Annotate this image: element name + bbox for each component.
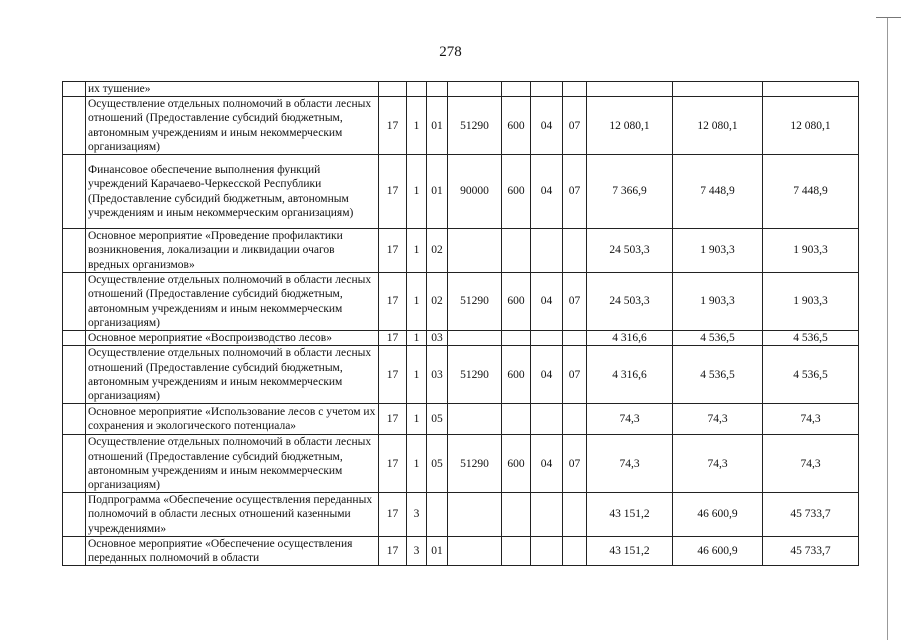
amount-cell: 43 151,2	[587, 536, 673, 565]
row-name-cell: Осуществление отдельных полномочий в области лесных отношений (Предоставление субсидий бюджетным, автономным учреждениям и иным некоммерческим организациям)	[86, 346, 379, 404]
amount-cell: 7 448,9	[763, 155, 859, 229]
code-cell: 17	[379, 331, 407, 346]
blank-cell	[63, 435, 86, 493]
table-row	[63, 435, 859, 493]
code-cell: 51290	[448, 273, 502, 331]
code-cell	[502, 493, 531, 537]
code-cell: 05	[427, 404, 448, 435]
row-name-cell: их тушение»	[86, 82, 379, 97]
code-cell	[563, 82, 587, 97]
code-cell: 02	[427, 229, 448, 273]
code-cell: 3	[407, 536, 427, 565]
code-cell: 51290	[448, 346, 502, 404]
code-cell: 07	[563, 97, 587, 155]
code-cell: 04	[531, 435, 563, 493]
code-cell	[563, 493, 587, 537]
amount-cell: 4 316,6	[587, 346, 673, 404]
code-cell	[379, 82, 407, 97]
amount-cell: 7 448,9	[673, 155, 763, 229]
code-cell: 07	[563, 155, 587, 229]
code-cell: 1	[407, 346, 427, 404]
code-cell	[448, 331, 502, 346]
code-cell: 17	[379, 435, 407, 493]
code-cell: 1	[407, 435, 427, 493]
code-cell: 600	[502, 346, 531, 404]
code-cell	[531, 331, 563, 346]
table-row	[63, 331, 859, 346]
amount-cell: 45 733,7	[763, 536, 859, 565]
code-cell: 17	[379, 229, 407, 273]
row-name-cell: Осуществление отдельных полномочий в области лесных отношений (Предоставление субсидий бюджетным, автономным учреждениям и иным некоммерческим организациям)	[86, 97, 379, 155]
table-body	[63, 82, 859, 566]
amount-cell: 45 733,7	[763, 493, 859, 537]
code-cell: 01	[427, 536, 448, 565]
code-cell: 07	[563, 346, 587, 404]
amount-cell: 24 503,3	[587, 273, 673, 331]
amount-cell: 7 366,9	[587, 155, 673, 229]
blank-cell	[63, 346, 86, 404]
code-cell: 04	[531, 273, 563, 331]
code-cell: 1	[407, 331, 427, 346]
code-cell: 600	[502, 155, 531, 229]
table-row	[63, 404, 859, 435]
code-cell	[448, 229, 502, 273]
table-row	[63, 155, 859, 229]
page-edge-line	[887, 18, 888, 640]
code-cell	[448, 82, 502, 97]
code-cell: 51290	[448, 435, 502, 493]
code-cell: 17	[379, 346, 407, 404]
amount-cell: 74,3	[673, 404, 763, 435]
code-cell	[531, 493, 563, 537]
code-cell: 1	[407, 97, 427, 155]
table-row	[63, 346, 859, 404]
code-cell: 17	[379, 273, 407, 331]
code-cell: 17	[379, 404, 407, 435]
page-number: 278	[439, 44, 462, 60]
row-name-cell: Основное мероприятие «Проведение профилактики возникновения, локализации и ликвидации очагов вредных организмов»	[86, 229, 379, 273]
code-cell: 04	[531, 346, 563, 404]
amount-cell: 74,3	[587, 435, 673, 493]
code-cell: 17	[379, 536, 407, 565]
row-name-cell: Финансовое обеспечение выполнения функций учреждений Карачаево-Черкесской Республики (Предоставление субсидий бюджетным, автономным учреждениям и иным некоммерческим организациям)	[86, 155, 379, 229]
code-cell	[502, 331, 531, 346]
code-cell: 02	[427, 273, 448, 331]
amount-cell: 1 903,3	[763, 229, 859, 273]
code-cell	[448, 493, 502, 537]
code-cell	[563, 331, 587, 346]
table-row	[63, 229, 859, 273]
amount-cell: 43 151,2	[587, 493, 673, 537]
amount-cell: 4 536,5	[673, 331, 763, 346]
blank-cell	[63, 82, 86, 97]
code-cell: 17	[379, 155, 407, 229]
blank-cell	[63, 404, 86, 435]
table-row	[63, 273, 859, 331]
code-cell: 03	[427, 346, 448, 404]
code-cell	[502, 536, 531, 565]
row-name-cell: Подпрограмма «Обеспечение осуществления переданных полномочий в области лесных отношений казенными учреждениями»	[86, 493, 379, 537]
amount-cell: 74,3	[587, 404, 673, 435]
code-cell	[531, 229, 563, 273]
code-cell: 90000	[448, 155, 502, 229]
code-cell	[502, 404, 531, 435]
amount-cell: 24 503,3	[587, 229, 673, 273]
code-cell: 01	[427, 97, 448, 155]
table-row	[63, 536, 859, 565]
budget-table	[62, 81, 859, 566]
amount-cell: 12 080,1	[587, 97, 673, 155]
amount-cell: 46 600,9	[673, 493, 763, 537]
amount-cell: 1 903,3	[673, 229, 763, 273]
amount-cell: 4 536,5	[763, 331, 859, 346]
amount-cell: 74,3	[763, 435, 859, 493]
amount-cell: 12 080,1	[763, 97, 859, 155]
amount-cell: 74,3	[673, 435, 763, 493]
blank-cell	[63, 273, 86, 331]
code-cell	[407, 82, 427, 97]
code-cell: 04	[531, 155, 563, 229]
row-name-cell: Основное мероприятие «Обеспечение осуществления переданных полномочий в области	[86, 536, 379, 565]
blank-cell	[63, 536, 86, 565]
code-cell	[427, 82, 448, 97]
code-cell: 600	[502, 273, 531, 331]
code-cell: 1	[407, 155, 427, 229]
code-cell: 03	[427, 331, 448, 346]
code-cell	[531, 82, 563, 97]
row-name-cell: Основное мероприятие «Воспроизводство лесов»	[86, 331, 379, 346]
code-cell: 07	[563, 435, 587, 493]
blank-cell	[63, 97, 86, 155]
code-cell: 1	[407, 229, 427, 273]
blank-cell	[63, 331, 86, 346]
amount-cell: 12 080,1	[673, 97, 763, 155]
code-cell	[563, 536, 587, 565]
amount-cell: 46 600,9	[673, 536, 763, 565]
amount-cell: 4 536,5	[673, 346, 763, 404]
row-name-cell: Осуществление отдельных полномочий в области лесных отношений (Предоставление субсидий бюджетным, автономным учреждениям и иным некоммерческим организациям)	[86, 273, 379, 331]
code-cell	[427, 493, 448, 537]
code-cell	[563, 404, 587, 435]
code-cell	[502, 82, 531, 97]
table-row	[63, 97, 859, 155]
amount-cell: 1 903,3	[673, 273, 763, 331]
code-cell	[531, 536, 563, 565]
amount-cell	[587, 82, 673, 97]
code-cell: 01	[427, 155, 448, 229]
code-cell: 05	[427, 435, 448, 493]
code-cell: 17	[379, 97, 407, 155]
code-cell	[502, 229, 531, 273]
table-row	[63, 493, 859, 537]
amount-cell	[673, 82, 763, 97]
code-cell: 3	[407, 493, 427, 537]
amount-cell: 74,3	[763, 404, 859, 435]
blank-cell	[63, 493, 86, 537]
code-cell	[531, 404, 563, 435]
code-cell: 1	[407, 404, 427, 435]
row-name-cell: Основное мероприятие «Использование лесов с учетом их сохранения и экологического потенциала»	[86, 404, 379, 435]
amount-cell: 1 903,3	[763, 273, 859, 331]
blank-cell	[63, 155, 86, 229]
code-cell: 51290	[448, 97, 502, 155]
code-cell: 17	[379, 493, 407, 537]
code-cell: 1	[407, 273, 427, 331]
amount-cell: 4 316,6	[587, 331, 673, 346]
page-edge-line	[876, 17, 901, 18]
table-row	[63, 82, 859, 97]
code-cell: 600	[502, 97, 531, 155]
amount-cell: 4 536,5	[763, 346, 859, 404]
code-cell	[563, 229, 587, 273]
amount-cell	[763, 82, 859, 97]
code-cell: 07	[563, 273, 587, 331]
code-cell: 600	[502, 435, 531, 493]
code-cell	[448, 536, 502, 565]
code-cell	[448, 404, 502, 435]
row-name-cell: Осуществление отдельных полномочий в области лесных отношений (Предоставление субсидий бюджетным, автономным учреждениям и иным некоммерческим организациям)	[86, 435, 379, 493]
code-cell: 04	[531, 97, 563, 155]
blank-cell	[63, 229, 86, 273]
